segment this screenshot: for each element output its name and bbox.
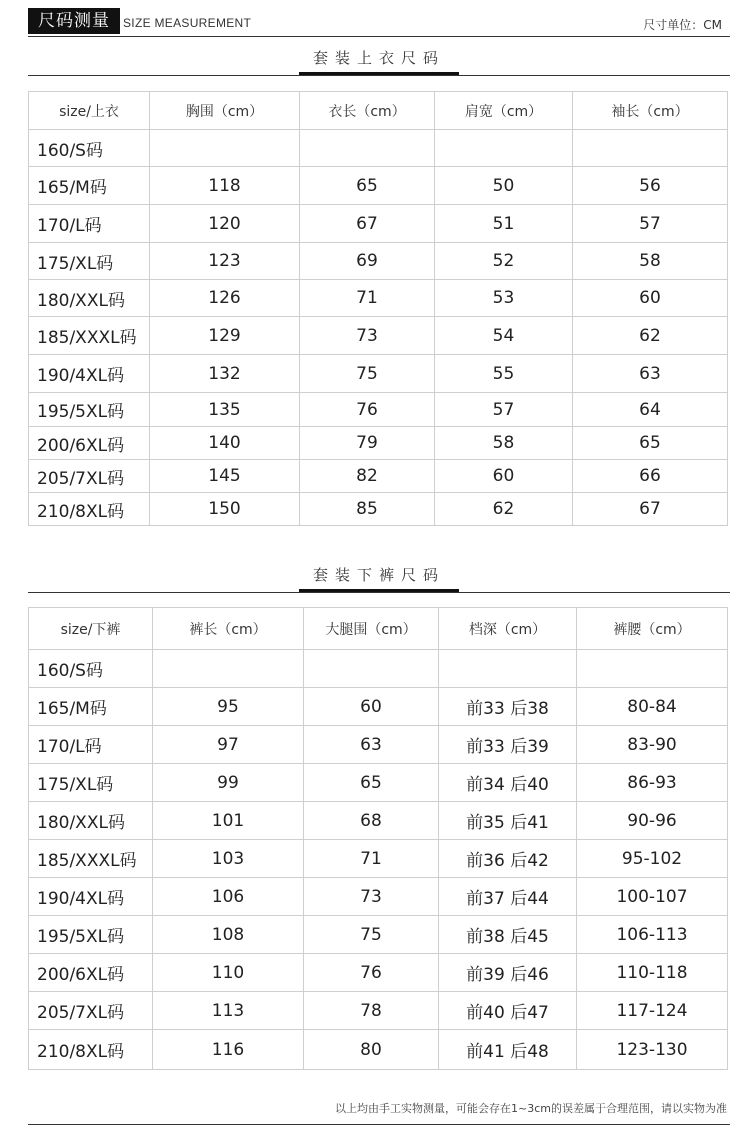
measurement-cell: 106 <box>153 878 304 916</box>
measurement-cell: 50 <box>435 167 573 205</box>
measurement-cell <box>150 130 300 167</box>
measurement-cell: 62 <box>573 317 728 355</box>
measurement-cell: 65 <box>573 427 728 460</box>
measurement-cell: 58 <box>573 243 728 280</box>
measurement-cell: 97 <box>153 726 304 764</box>
table-row <box>29 650 728 688</box>
measurement-cell: 前38 后45 <box>439 916 577 954</box>
measurement-cell: 69 <box>300 243 435 280</box>
bottom-size-table <box>28 607 728 1070</box>
column-header: 裤长（cm） <box>153 608 304 650</box>
size-label-cell: 190/4XL码 <box>29 878 153 916</box>
size-label-cell: 175/XL码 <box>29 243 150 280</box>
measurement-cell: 前35 后41 <box>439 802 577 840</box>
measurement-cell: 132 <box>150 355 300 393</box>
measurement-cell: 126 <box>150 280 300 317</box>
measurement-cell <box>153 650 304 688</box>
measurement-cell: 95 <box>153 688 304 726</box>
measurement-cell <box>304 650 439 688</box>
measurement-cell: 52 <box>435 243 573 280</box>
measurement-cell: 106-113 <box>577 916 728 954</box>
column-header: 肩宽（cm） <box>435 92 573 130</box>
measurement-cell: 78 <box>304 992 439 1030</box>
measurement-cell: 71 <box>304 840 439 878</box>
measurement-cell: 57 <box>435 393 573 427</box>
column-header: size/下裤 <box>29 608 153 650</box>
measurement-cell: 75 <box>300 355 435 393</box>
top-section-title-text: 套装上衣尺码 <box>299 47 459 75</box>
bottom-section-title-text: 套装下裤尺码 <box>299 564 459 592</box>
measurement-cell: 118 <box>150 167 300 205</box>
table-header-row <box>29 608 728 650</box>
size-label-cell: 205/7XL码 <box>29 992 153 1030</box>
table-row <box>29 130 728 167</box>
column-header: 衣长（cm） <box>300 92 435 130</box>
measurement-cell: 60 <box>573 280 728 317</box>
measurement-cell: 82 <box>300 460 435 493</box>
measurement-cell <box>573 130 728 167</box>
column-header: 袖长（cm） <box>573 92 728 130</box>
size-label-cell: 185/XXXL码 <box>29 317 150 355</box>
measurement-cell: 95-102 <box>577 840 728 878</box>
measurement-cell: 140 <box>150 427 300 460</box>
table-row <box>29 878 728 916</box>
measurement-cell: 前37 后44 <box>439 878 577 916</box>
top-section-title <box>28 45 730 76</box>
measurement-cell: 116 <box>153 1030 304 1070</box>
measurement-cell: 60 <box>304 688 439 726</box>
size-label-cell: 195/5XL码 <box>29 916 153 954</box>
measurement-cell: 71 <box>300 280 435 317</box>
size-label-cell: 185/XXXL码 <box>29 840 153 878</box>
measurement-cell: 79 <box>300 427 435 460</box>
measurement-cell <box>300 130 435 167</box>
size-label-cell: 170/L码 <box>29 205 150 243</box>
measurement-cell <box>435 130 573 167</box>
measurement-cell: 前39 后46 <box>439 954 577 992</box>
measurement-cell: 57 <box>573 205 728 243</box>
table-row <box>29 243 728 280</box>
measurement-cell: 54 <box>435 317 573 355</box>
size-label-cell: 170/L码 <box>29 726 153 764</box>
measurement-cell: 63 <box>573 355 728 393</box>
measurement-cell: 64 <box>573 393 728 427</box>
column-header: 档深（cm） <box>439 608 577 650</box>
measurement-cell: 129 <box>150 317 300 355</box>
measurement-cell: 67 <box>300 205 435 243</box>
table-row <box>29 840 728 878</box>
measurement-cell: 51 <box>435 205 573 243</box>
header-badge: 尺码测量 <box>28 8 120 34</box>
measurement-cell: 83-90 <box>577 726 728 764</box>
size-label-cell: 210/8XL码 <box>29 493 150 526</box>
table-row <box>29 317 728 355</box>
measurement-cell: 99 <box>153 764 304 802</box>
size-label-cell: 160/S码 <box>29 130 150 167</box>
measurement-cell: 80 <box>304 1030 439 1070</box>
measurement-cell: 68 <box>304 802 439 840</box>
measurement-cell: 53 <box>435 280 573 317</box>
table-row <box>29 764 728 802</box>
table-row <box>29 280 728 317</box>
measurement-cell: 145 <box>150 460 300 493</box>
measurement-cell: 60 <box>435 460 573 493</box>
measurement-cell: 67 <box>573 493 728 526</box>
unit-label: 尺寸单位：CM <box>643 18 722 32</box>
bottom-section-title <box>28 562 730 593</box>
size-label-cell: 200/6XL码 <box>29 954 153 992</box>
size-label-cell: 195/5XL码 <box>29 393 150 427</box>
measurement-cell: 63 <box>304 726 439 764</box>
measurement-cell: 123-130 <box>577 1030 728 1070</box>
measurement-cell: 120 <box>150 205 300 243</box>
measurement-cell: 65 <box>304 764 439 802</box>
footnote: 以上均由手工实物测量，可能会存在1~3cm的误差属于合理范围，请以实物为准 <box>335 1102 727 1115</box>
bottom-divider <box>28 1124 730 1125</box>
size-label-cell: 210/8XL码 <box>29 1030 153 1070</box>
measurement-cell: 80-84 <box>577 688 728 726</box>
table-row <box>29 954 728 992</box>
measurement-cell: 101 <box>153 802 304 840</box>
table-row <box>29 688 728 726</box>
measurement-cell: 135 <box>150 393 300 427</box>
measurement-cell: 76 <box>300 393 435 427</box>
measurement-cell: 56 <box>573 167 728 205</box>
measurement-cell: 前41 后48 <box>439 1030 577 1070</box>
measurement-cell: 前33 后39 <box>439 726 577 764</box>
measurement-cell: 117-124 <box>577 992 728 1030</box>
measurement-cell: 113 <box>153 992 304 1030</box>
table-row <box>29 460 728 493</box>
table-row <box>29 493 728 526</box>
measurement-cell: 110 <box>153 954 304 992</box>
top-size-table <box>28 91 728 526</box>
size-label-cell: 175/XL码 <box>29 764 153 802</box>
measurement-cell: 103 <box>153 840 304 878</box>
measurement-cell: 前34 后40 <box>439 764 577 802</box>
table-row <box>29 802 728 840</box>
header-subtitle: SIZE MEASUREMENT <box>123 16 252 30</box>
size-label-cell: 200/6XL码 <box>29 427 150 460</box>
table-header-row <box>29 92 728 130</box>
size-label-cell: 165/M码 <box>29 688 153 726</box>
measurement-cell: 65 <box>300 167 435 205</box>
size-label-cell: 160/S码 <box>29 650 153 688</box>
measurement-cell: 76 <box>304 954 439 992</box>
table-row <box>29 726 728 764</box>
measurement-cell: 73 <box>300 317 435 355</box>
size-label-cell: 180/XXL码 <box>29 280 150 317</box>
measurement-cell <box>439 650 577 688</box>
table-row <box>29 1030 728 1070</box>
measurement-cell: 110-118 <box>577 954 728 992</box>
measurement-cell: 123 <box>150 243 300 280</box>
size-label-cell: 190/4XL码 <box>29 355 150 393</box>
measurement-cell: 62 <box>435 493 573 526</box>
measurement-cell <box>577 650 728 688</box>
size-label-cell: 205/7XL码 <box>29 460 150 493</box>
column-header: 胸围（cm） <box>150 92 300 130</box>
measurement-cell: 150 <box>150 493 300 526</box>
measurement-cell: 58 <box>435 427 573 460</box>
size-label-cell: 180/XXL码 <box>29 802 153 840</box>
measurement-cell: 86-93 <box>577 764 728 802</box>
measurement-cell: 90-96 <box>577 802 728 840</box>
table-row <box>29 205 728 243</box>
measurement-cell: 100-107 <box>577 878 728 916</box>
measurement-cell: 85 <box>300 493 435 526</box>
size-label-cell: 165/M码 <box>29 167 150 205</box>
measurement-cell: 前40 后47 <box>439 992 577 1030</box>
measurement-cell: 前33 后38 <box>439 688 577 726</box>
column-header: 大腿围（cm） <box>304 608 439 650</box>
table-row <box>29 393 728 427</box>
page-header <box>28 8 730 37</box>
column-header: size/上衣 <box>29 92 150 130</box>
table-row <box>29 916 728 954</box>
table-row <box>29 992 728 1030</box>
measurement-cell: 55 <box>435 355 573 393</box>
table-row <box>29 427 728 460</box>
measurement-cell: 108 <box>153 916 304 954</box>
column-header: 裤腰（cm） <box>577 608 728 650</box>
measurement-cell: 66 <box>573 460 728 493</box>
table-row <box>29 355 728 393</box>
measurement-cell: 73 <box>304 878 439 916</box>
measurement-cell: 前36 后42 <box>439 840 577 878</box>
table-row <box>29 167 728 205</box>
measurement-cell: 75 <box>304 916 439 954</box>
